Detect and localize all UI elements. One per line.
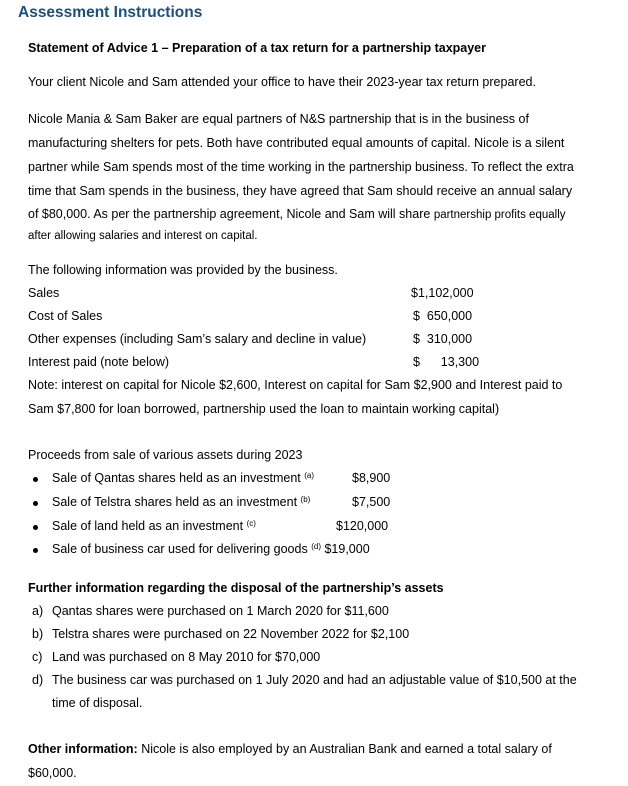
- disposal-item-continuation: time of disposal.: [52, 696, 143, 710]
- financial-row-amount: $ 13,300: [413, 355, 480, 369]
- disposal-marker: c): [32, 650, 43, 664]
- proceeds-item-amount: $19,000: [324, 542, 370, 556]
- financials-intro: The following information was provided by the business.: [28, 263, 338, 277]
- bullet-icon: [33, 548, 38, 553]
- financial-row-label: Interest paid (note below): [28, 355, 170, 369]
- disposal-marker: a): [32, 604, 44, 618]
- financial-row-amount: $1,102,000: [411, 286, 474, 300]
- proceeds-item-amount: $8,900: [352, 471, 391, 485]
- disposal-marker: b): [32, 627, 44, 641]
- paragraph-line-part: partnership profits equally: [433, 209, 566, 221]
- page-title: Assessment Instructions: [18, 4, 203, 21]
- proceeds-item-text: Sale of Qantas shares held as an investment: [52, 471, 301, 485]
- other-info-label: Other information:: [28, 742, 138, 756]
- note-line: Note: interest on capital for Nicole $2,600, Interest on capital for Sam $2,900 and Interest paid to: [28, 378, 563, 392]
- statement-heading: Statement of Advice 1 – Preparation of a tax return for a partnership taxpayer: [28, 41, 487, 55]
- note-line: Sam $7,800 for loan borrowed, partnership used the loan to maintain working capital): [28, 402, 500, 416]
- other-info-line: $60,000.: [28, 766, 77, 780]
- proceeds-item-text: Sale of land held as an investment: [52, 519, 244, 533]
- bullet-icon: [33, 525, 38, 530]
- financial-row-amount: $ 310,000: [413, 332, 473, 346]
- proceeds-item-text: Sale of Telstra shares held as an investment: [52, 495, 298, 509]
- paragraph-line: after allowing salaries and interest on capital.: [28, 230, 258, 242]
- disposal-item: Land was purchased on 8 May 2010 for $70,000: [52, 650, 321, 664]
- paragraph-line: manufacturing shelters for pets. Both have contributed equal amounts of capital. Nicole is a silent: [28, 136, 565, 150]
- proceeds-item-label: [52, 471, 314, 485]
- proceeds-item-ref: (d): [311, 542, 321, 551]
- proceeds-item-text: Sale of business car used for delivering goods: [52, 542, 308, 556]
- disposal-heading: Further information regarding the disposal of the partnership’s assets: [28, 581, 444, 595]
- paragraph-line: Nicole Mania & Sam Baker are equal partners of N&S partnership that is in the business of: [28, 112, 529, 126]
- disposal-item: Telstra shares were purchased on 22 November 2022 for $2,100: [52, 627, 410, 641]
- other-info-text: Nicole is also employed by an Australian Bank and earned a total salary of: [141, 742, 552, 756]
- paragraph-line: time that Sam spends in the business, they have agreed that Sam should receive an annual salary: [28, 184, 573, 198]
- proceeds-item-label: [52, 495, 310, 509]
- bullet-icon: [33, 501, 38, 506]
- bullet-icon: [33, 477, 38, 482]
- proceeds-item-ref: (a): [304, 471, 315, 480]
- other-info-line: [28, 742, 552, 756]
- paragraph-line-part: of $80,000. As per the partnership agreement, Nicole and Sam will share: [28, 207, 431, 221]
- financial-row-label: Sales: [28, 286, 60, 300]
- paragraph-line: partner while Sam spends most of the time working in the partnership business. To reflect the extra: [28, 160, 574, 174]
- proceeds-item-amount: $120,000: [336, 519, 389, 533]
- disposal-item: Qantas shares were purchased on 1 March 2020 for $11,600: [52, 604, 389, 618]
- proceeds-intro: Proceeds from sale of various assets during 2023: [28, 448, 303, 462]
- proceeds-item-amount: $7,500: [352, 495, 391, 509]
- paragraph-line: [28, 207, 566, 221]
- disposal-marker: d): [32, 673, 44, 687]
- proceeds-item-ref: (b): [300, 495, 311, 504]
- financial-row-label: Cost of Sales: [28, 309, 103, 323]
- financial-row-amount: $ 650,000: [413, 309, 473, 323]
- proceeds-item-ref: (c): [246, 519, 256, 528]
- proceeds-item-label: [52, 519, 256, 533]
- proceeds-item-label: [52, 542, 370, 556]
- financial-row-label: Other expenses (including Sam’s salary and decline in value): [28, 332, 367, 346]
- intro-text: Your client Nicole and Sam attended your office to have their 2023-year tax return prepared.: [28, 75, 536, 89]
- disposal-item: The business car was purchased on 1 July 2020 and had an adjustable value of $10,500 at the: [52, 673, 577, 687]
